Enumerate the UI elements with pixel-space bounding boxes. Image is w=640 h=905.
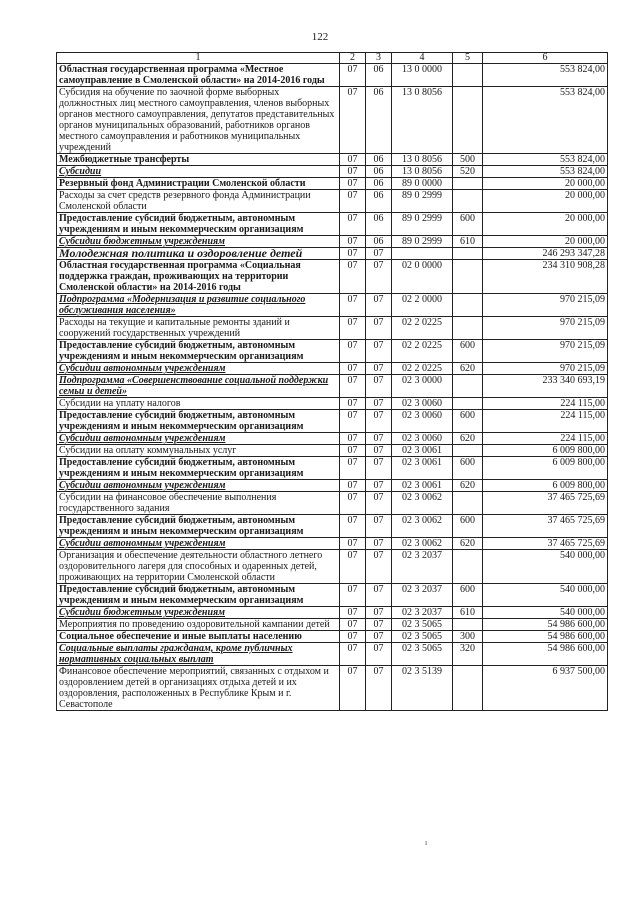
amount-cell: 224 115,00 bbox=[483, 410, 608, 433]
section-code-cell: 07 bbox=[340, 631, 366, 643]
section-code-cell: 07 bbox=[340, 64, 366, 87]
section-code-cell: 07 bbox=[340, 457, 366, 480]
table-row bbox=[57, 398, 608, 410]
item-name-cell: Организация и обеспечение деятельности областного летнего оздоровительного лагеря для способных и одаренных детей, проживающих на территории Смоленской области bbox=[57, 550, 340, 584]
amount-cell: 54 986 600,00 bbox=[483, 631, 608, 643]
subsection-code-cell: 07 bbox=[366, 515, 392, 538]
amount-cell: 224 115,00 bbox=[483, 433, 608, 445]
item-name-cell: Молодежная политика и оздоровление детей bbox=[57, 248, 340, 260]
section-code-cell: 07 bbox=[340, 248, 366, 260]
subsection-code-cell: 07 bbox=[366, 607, 392, 619]
subsection-code-cell: 07 bbox=[366, 410, 392, 433]
subsection-code-cell: 06 bbox=[366, 166, 392, 178]
target-article-cell: 02 3 5065 bbox=[392, 643, 453, 666]
budget-table bbox=[56, 52, 608, 711]
table-row bbox=[57, 550, 608, 584]
section-code-cell: 07 bbox=[340, 375, 366, 398]
item-name-cell: Субсидии бюджетным учреждениям bbox=[57, 236, 340, 248]
subsection-code-cell: 07 bbox=[366, 584, 392, 607]
item-name-cell: Субсидии автономным учреждениям bbox=[57, 538, 340, 550]
column-header: 1 bbox=[57, 53, 340, 64]
amount-cell: 37 465 725,69 bbox=[483, 538, 608, 550]
table-row bbox=[57, 631, 608, 643]
target-article-cell: 02 2 0225 bbox=[392, 363, 453, 375]
amount-cell: 553 824,00 bbox=[483, 64, 608, 87]
item-name-cell: Субсидии на оплату коммунальных услуг bbox=[57, 445, 340, 457]
section-code-cell: 07 bbox=[340, 178, 366, 190]
section-code-cell: 07 bbox=[340, 190, 366, 213]
expense-type-cell: 600 bbox=[453, 457, 483, 480]
amount-cell: 20 000,00 bbox=[483, 236, 608, 248]
amount-cell: 54 986 600,00 bbox=[483, 619, 608, 631]
target-article-cell: 02 0 0000 bbox=[392, 260, 453, 294]
table-row bbox=[57, 178, 608, 190]
amount-cell: 970 215,09 bbox=[483, 340, 608, 363]
target-article-cell: 02 3 0061 bbox=[392, 480, 453, 492]
item-name-cell: Субсидии автономным учреждениям bbox=[57, 480, 340, 492]
section-code-cell: 07 bbox=[340, 445, 366, 457]
amount-cell: 6 009 800,00 bbox=[483, 480, 608, 492]
expense-type-cell bbox=[453, 619, 483, 631]
table-header-row bbox=[57, 53, 608, 64]
amount-cell: 233 340 693,19 bbox=[483, 375, 608, 398]
target-article-cell: 02 3 5065 bbox=[392, 631, 453, 643]
table-row bbox=[57, 340, 608, 363]
footer-mark: ı bbox=[425, 838, 428, 847]
section-code-cell: 07 bbox=[340, 363, 366, 375]
expense-type-cell: 500 bbox=[453, 154, 483, 166]
table-row bbox=[57, 445, 608, 457]
amount-cell: 553 824,00 bbox=[483, 154, 608, 166]
target-article-cell: 13 0 8056 bbox=[392, 154, 453, 166]
section-code-cell: 07 bbox=[340, 410, 366, 433]
item-name-cell: Субсидии бюджетным учреждениям bbox=[57, 607, 340, 619]
section-code-cell: 07 bbox=[340, 550, 366, 584]
expense-type-cell: 620 bbox=[453, 480, 483, 492]
item-name-cell: Областная государственная программа «Местное самоуправление в Смоленской области» на 2014-2016 годы bbox=[57, 64, 340, 87]
table-row bbox=[57, 87, 608, 154]
expense-type-cell bbox=[453, 178, 483, 190]
target-article-cell: 02 3 0060 bbox=[392, 433, 453, 445]
item-name-cell: Субсидии автономным учреждениям bbox=[57, 433, 340, 445]
subsection-code-cell: 06 bbox=[366, 178, 392, 190]
expense-type-cell: 600 bbox=[453, 584, 483, 607]
table-row bbox=[57, 213, 608, 236]
section-code-cell: 07 bbox=[340, 619, 366, 631]
amount-cell: 37 465 725,69 bbox=[483, 515, 608, 538]
amount-cell: 20 000,00 bbox=[483, 178, 608, 190]
target-article-cell: 02 3 0061 bbox=[392, 457, 453, 480]
table-row bbox=[57, 584, 608, 607]
expense-type-cell bbox=[453, 294, 483, 317]
section-code-cell: 07 bbox=[340, 538, 366, 550]
amount-cell: 54 986 600,00 bbox=[483, 643, 608, 666]
section-code-cell: 07 bbox=[340, 666, 366, 711]
target-article-cell: 02 3 2037 bbox=[392, 550, 453, 584]
expense-type-cell: 600 bbox=[453, 213, 483, 236]
subsection-code-cell: 07 bbox=[366, 492, 392, 515]
expense-type-cell: 610 bbox=[453, 607, 483, 619]
expense-type-cell: 300 bbox=[453, 631, 483, 643]
table-row bbox=[57, 619, 608, 631]
target-article-cell: 02 3 2037 bbox=[392, 584, 453, 607]
target-article-cell: 02 2 0225 bbox=[392, 340, 453, 363]
expense-type-cell: 620 bbox=[453, 363, 483, 375]
target-article-cell: 02 2 0000 bbox=[392, 294, 453, 317]
target-article-cell: 02 3 0062 bbox=[392, 492, 453, 515]
subsection-code-cell: 07 bbox=[366, 538, 392, 550]
amount-cell: 6 009 800,00 bbox=[483, 445, 608, 457]
target-article-cell: 89 0 2999 bbox=[392, 236, 453, 248]
section-code-cell: 07 bbox=[340, 317, 366, 340]
expense-type-cell bbox=[453, 666, 483, 711]
target-article-cell: 02 3 0062 bbox=[392, 538, 453, 550]
item-name-cell: Субсидии автономным учреждениям bbox=[57, 363, 340, 375]
table-row bbox=[57, 433, 608, 445]
item-name-cell: Предоставление субсидий бюджетным, автономным учреждениям и иным некоммерческим организациям bbox=[57, 457, 340, 480]
expense-type-cell bbox=[453, 550, 483, 584]
target-article-cell: 02 3 0000 bbox=[392, 375, 453, 398]
table-row bbox=[57, 317, 608, 340]
target-article-cell: 02 3 2037 bbox=[392, 607, 453, 619]
section-code-cell: 07 bbox=[340, 643, 366, 666]
table-row bbox=[57, 154, 608, 166]
column-header: 3 bbox=[366, 53, 392, 64]
target-article-cell: 02 2 0225 bbox=[392, 317, 453, 340]
item-name-cell: Финансовое обеспечение мероприятий, связанных с отдыхом и оздоровлением детей в организациях отдыха детей и их оздоровления, расположенных в Республике Крым и г. Севастополе bbox=[57, 666, 340, 711]
table-row bbox=[57, 363, 608, 375]
amount-cell: 246 293 347,28 bbox=[483, 248, 608, 260]
expense-type-cell: 610 bbox=[453, 236, 483, 248]
section-code-cell: 07 bbox=[340, 398, 366, 410]
amount-cell: 970 215,09 bbox=[483, 363, 608, 375]
expense-type-cell bbox=[453, 190, 483, 213]
section-code-cell: 07 bbox=[340, 87, 366, 154]
target-article-cell: 89 0 2999 bbox=[392, 213, 453, 236]
target-article-cell: 13 0 8056 bbox=[392, 166, 453, 178]
page-number: 122 bbox=[311, 31, 329, 43]
target-article-cell: 13 0 8056 bbox=[392, 87, 453, 154]
section-code-cell: 07 bbox=[340, 213, 366, 236]
subsection-code-cell: 07 bbox=[366, 480, 392, 492]
table-row bbox=[57, 666, 608, 711]
subsection-code-cell: 06 bbox=[366, 190, 392, 213]
amount-cell: 553 824,00 bbox=[483, 87, 608, 154]
column-header: 4 bbox=[392, 53, 453, 64]
subsection-code-cell: 07 bbox=[366, 445, 392, 457]
subsection-code-cell: 07 bbox=[366, 643, 392, 666]
item-name-cell: Субсидии на уплату налогов bbox=[57, 398, 340, 410]
amount-cell: 970 215,09 bbox=[483, 294, 608, 317]
table-row bbox=[57, 64, 608, 87]
table-row bbox=[57, 190, 608, 213]
item-name-cell: Социальное обеспечение и иные выплаты населению bbox=[57, 631, 340, 643]
table-row bbox=[57, 480, 608, 492]
expense-type-cell bbox=[453, 375, 483, 398]
subsection-code-cell: 07 bbox=[366, 666, 392, 711]
amount-cell: 37 465 725,69 bbox=[483, 492, 608, 515]
subsection-code-cell: 06 bbox=[366, 213, 392, 236]
subsection-code-cell: 06 bbox=[366, 87, 392, 154]
item-name-cell: Подпрограмма «Модернизация и развитие социального обслуживания населения» bbox=[57, 294, 340, 317]
expense-type-cell: 620 bbox=[453, 433, 483, 445]
expense-type-cell: 600 bbox=[453, 410, 483, 433]
target-article-cell: 02 3 0060 bbox=[392, 398, 453, 410]
table-row bbox=[57, 166, 608, 178]
table-row bbox=[57, 260, 608, 294]
subsection-code-cell: 07 bbox=[366, 294, 392, 317]
subsection-code-cell: 07 bbox=[366, 398, 392, 410]
item-name-cell: Субсидия на обучение по заочной форме выборных должностных лиц местного самоуправления, членов выборных органов местного самоуправления, депутатов представительных органов муниципальных образований, работников органов местного самоуправления и работников муниципальных учреждений bbox=[57, 87, 340, 154]
target-article-cell: 02 3 0061 bbox=[392, 445, 453, 457]
table-row bbox=[57, 294, 608, 317]
item-name-cell: Резервный фонд Администрации Смоленской области bbox=[57, 178, 340, 190]
subsection-code-cell: 07 bbox=[366, 619, 392, 631]
subsection-code-cell: 07 bbox=[366, 631, 392, 643]
section-code-cell: 07 bbox=[340, 154, 366, 166]
item-name-cell: Предоставление субсидий бюджетным, автономным учреждениям и иным некоммерческим организациям bbox=[57, 213, 340, 236]
amount-cell: 224 115,00 bbox=[483, 398, 608, 410]
target-article-cell bbox=[392, 248, 453, 260]
section-code-cell: 07 bbox=[340, 492, 366, 515]
column-header: 5 bbox=[453, 53, 483, 64]
expense-type-cell bbox=[453, 248, 483, 260]
amount-cell: 540 000,00 bbox=[483, 584, 608, 607]
item-name-cell: Расходы на текущие и капитальные ремонты зданий и сооружений государственных учреждений bbox=[57, 317, 340, 340]
subsection-code-cell: 07 bbox=[366, 248, 392, 260]
amount-cell: 6 937 500,00 bbox=[483, 666, 608, 711]
item-name-cell: Предоставление субсидий бюджетным, автономным учреждениям и иным некоммерческим организациям bbox=[57, 410, 340, 433]
expense-type-cell bbox=[453, 317, 483, 340]
table-row bbox=[57, 643, 608, 666]
section-code-cell: 07 bbox=[340, 480, 366, 492]
target-article-cell: 13 0 0000 bbox=[392, 64, 453, 87]
expense-type-cell bbox=[453, 64, 483, 87]
expense-type-cell bbox=[453, 398, 483, 410]
target-article-cell: 89 0 2999 bbox=[392, 190, 453, 213]
amount-cell: 6 009 800,00 bbox=[483, 457, 608, 480]
table-row bbox=[57, 410, 608, 433]
amount-cell: 540 000,00 bbox=[483, 607, 608, 619]
expense-type-cell bbox=[453, 87, 483, 154]
amount-cell: 20 000,00 bbox=[483, 213, 608, 236]
subsection-code-cell: 07 bbox=[366, 550, 392, 584]
section-code-cell: 07 bbox=[340, 236, 366, 248]
column-header: 6 bbox=[483, 53, 608, 64]
table-row bbox=[57, 248, 608, 260]
subsection-code-cell: 06 bbox=[366, 236, 392, 248]
subsection-code-cell: 07 bbox=[366, 363, 392, 375]
table-row bbox=[57, 515, 608, 538]
subsection-code-cell: 07 bbox=[366, 375, 392, 398]
column-header: 2 bbox=[340, 53, 366, 64]
item-name-cell: Межбюджетные трансферты bbox=[57, 154, 340, 166]
expense-type-cell bbox=[453, 492, 483, 515]
section-code-cell: 07 bbox=[340, 166, 366, 178]
section-code-cell: 07 bbox=[340, 584, 366, 607]
amount-cell: 970 215,09 bbox=[483, 317, 608, 340]
table-row bbox=[57, 457, 608, 480]
item-name-cell: Предоставление субсидий бюджетным, автономным учреждениям и иным некоммерческим организациям bbox=[57, 340, 340, 363]
item-name-cell: Расходы за счет средств резервного фонда Администрации Смоленской области bbox=[57, 190, 340, 213]
subsection-code-cell: 07 bbox=[366, 433, 392, 445]
expense-type-cell: 520 bbox=[453, 166, 483, 178]
table-row bbox=[57, 492, 608, 515]
item-name-cell: Предоставление субсидий бюджетным, автономным учреждениям и иным некоммерческим организациям bbox=[57, 584, 340, 607]
expense-type-cell: 620 bbox=[453, 538, 483, 550]
target-article-cell: 02 3 0060 bbox=[392, 410, 453, 433]
section-code-cell: 07 bbox=[340, 294, 366, 317]
section-code-cell: 07 bbox=[340, 340, 366, 363]
target-article-cell: 02 3 5139 bbox=[392, 666, 453, 711]
expense-type-cell: 320 bbox=[453, 643, 483, 666]
item-name-cell: Социальные выплаты гражданам, кроме публичных нормативных социальных выплат bbox=[57, 643, 340, 666]
section-code-cell: 07 bbox=[340, 260, 366, 294]
target-article-cell: 02 3 5065 bbox=[392, 619, 453, 631]
item-name-cell: Мероприятия по проведению оздоровительной кампании детей bbox=[57, 619, 340, 631]
amount-cell: 20 000,00 bbox=[483, 190, 608, 213]
expense-type-cell: 600 bbox=[453, 515, 483, 538]
section-code-cell: 07 bbox=[340, 515, 366, 538]
item-name-cell: Субсидии bbox=[57, 166, 340, 178]
item-name-cell: Субсидии на финансовое обеспечение выполнения государственного задания bbox=[57, 492, 340, 515]
section-code-cell: 07 bbox=[340, 607, 366, 619]
expense-type-cell bbox=[453, 445, 483, 457]
subsection-code-cell: 07 bbox=[366, 340, 392, 363]
amount-cell: 234 310 908,28 bbox=[483, 260, 608, 294]
item-name-cell: Областная государственная программа «Социальная поддержка граждан, проживающих на территории Смоленской области» на 2014-2016 годы bbox=[57, 260, 340, 294]
subsection-code-cell: 07 bbox=[366, 317, 392, 340]
amount-cell: 553 824,00 bbox=[483, 166, 608, 178]
item-name-cell: Подпрограмма «Совершенствование социальной поддержки семьи и детей» bbox=[57, 375, 340, 398]
target-article-cell: 02 3 0062 bbox=[392, 515, 453, 538]
table-row bbox=[57, 607, 608, 619]
item-name-cell: Предоставление субсидий бюджетным, автономным учреждениям и иным некоммерческим организациям bbox=[57, 515, 340, 538]
section-code-cell: 07 bbox=[340, 433, 366, 445]
table-row bbox=[57, 375, 608, 398]
table-row bbox=[57, 538, 608, 550]
amount-cell: 540 000,00 bbox=[483, 550, 608, 584]
subsection-code-cell: 06 bbox=[366, 154, 392, 166]
subsection-code-cell: 07 bbox=[366, 457, 392, 480]
subsection-code-cell: 07 bbox=[366, 260, 392, 294]
expense-type-cell bbox=[453, 260, 483, 294]
expense-type-cell: 600 bbox=[453, 340, 483, 363]
subsection-code-cell: 06 bbox=[366, 64, 392, 87]
target-article-cell: 89 0 0000 bbox=[392, 178, 453, 190]
